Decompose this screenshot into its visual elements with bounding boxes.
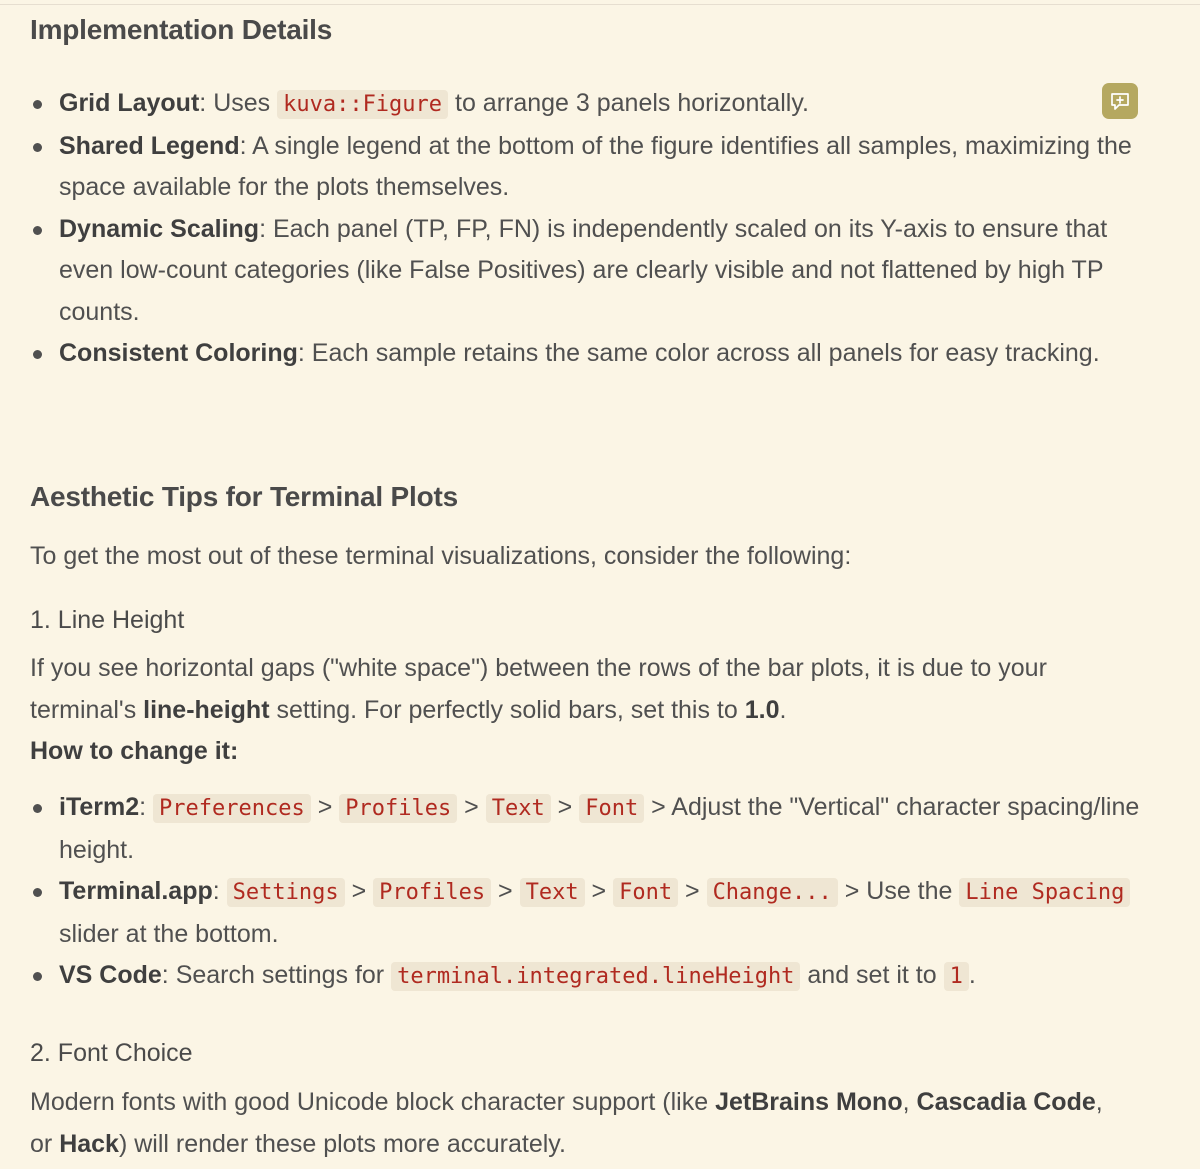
line-height-paragraph: If you see horizontal gaps ("white space") between the rows of the bar plots, it is due to your terminal's line-height setting. For perfectly solid bars, set this to 1.0. How to change it: (30, 654, 1047, 765)
line-height-heading: 1. Line Height (30, 606, 185, 634)
inline-code: Text (486, 794, 551, 823)
top-divider (0, 4, 1200, 5)
list-item: Grid Layout: Uses kuva::Figure to arrange 3 panels horizontally. (30, 83, 1140, 126)
tips-heading: Aesthetic Tips for Terminal Plots (30, 481, 459, 512)
inline-code: Text (520, 878, 585, 907)
howto-label: How to change it: (30, 737, 239, 765)
list-item: Consistent Coloring: Each sample retains the same color across all panels for easy tracking. (30, 333, 1140, 375)
font-choice-heading: 2. Font Choice (30, 1039, 193, 1067)
inline-code: Profiles (373, 878, 491, 907)
inline-code: Font (613, 878, 678, 907)
inline-code: Line Spacing (959, 878, 1130, 907)
inline-code: Font (579, 794, 644, 823)
howto-list (30, 787, 1140, 998)
inline-code: 1 (944, 962, 969, 991)
implementation-list (30, 83, 1140, 375)
tips-intro: To get the most out of these terminal visualizations, consider the following: (30, 542, 852, 570)
implementation-heading: Implementation Details (30, 14, 333, 45)
inline-code: Preferences (153, 794, 311, 823)
inline-code: terminal.integrated.lineHeight (391, 962, 800, 991)
list-item-terminal-app: Terminal.app: Settings > Profiles > Text > Font > Change... > Use the Line Spacing slider at the bottom. (30, 871, 1140, 955)
inline-code: Change... (707, 878, 838, 907)
font-choice-paragraph: Modern fonts with good Unicode block character support (like JetBrains Mono, Cascadia Code, or Hack) will render these plots more accurately. (30, 1088, 1103, 1158)
add-comment-icon (1109, 90, 1131, 112)
list-item-iterm: iTerm2: Preferences > Profiles > Text > Font > Adjust the "Vertical" character spacing/line height. (30, 787, 1140, 871)
add-comment-button[interactable] (1102, 83, 1138, 119)
inline-code: kuva::Figure (277, 90, 448, 119)
list-item: Dynamic Scaling: Each panel (TP, FP, FN) is independently scaled on its Y-axis to ensure that even low-count categories (like False Positives) are clearly visible and not flattened by high TP counts. (30, 209, 1140, 334)
list-item-vscode: VS Code: Search settings for terminal.integrated.lineHeight and set it to 1 . (30, 955, 1140, 998)
inline-code: Settings (227, 878, 345, 907)
list-item: Shared Legend: A single legend at the bottom of the figure identifies all samples, maximizing the space available for the plots themselves. (30, 126, 1140, 209)
inline-code: Profiles (339, 794, 457, 823)
